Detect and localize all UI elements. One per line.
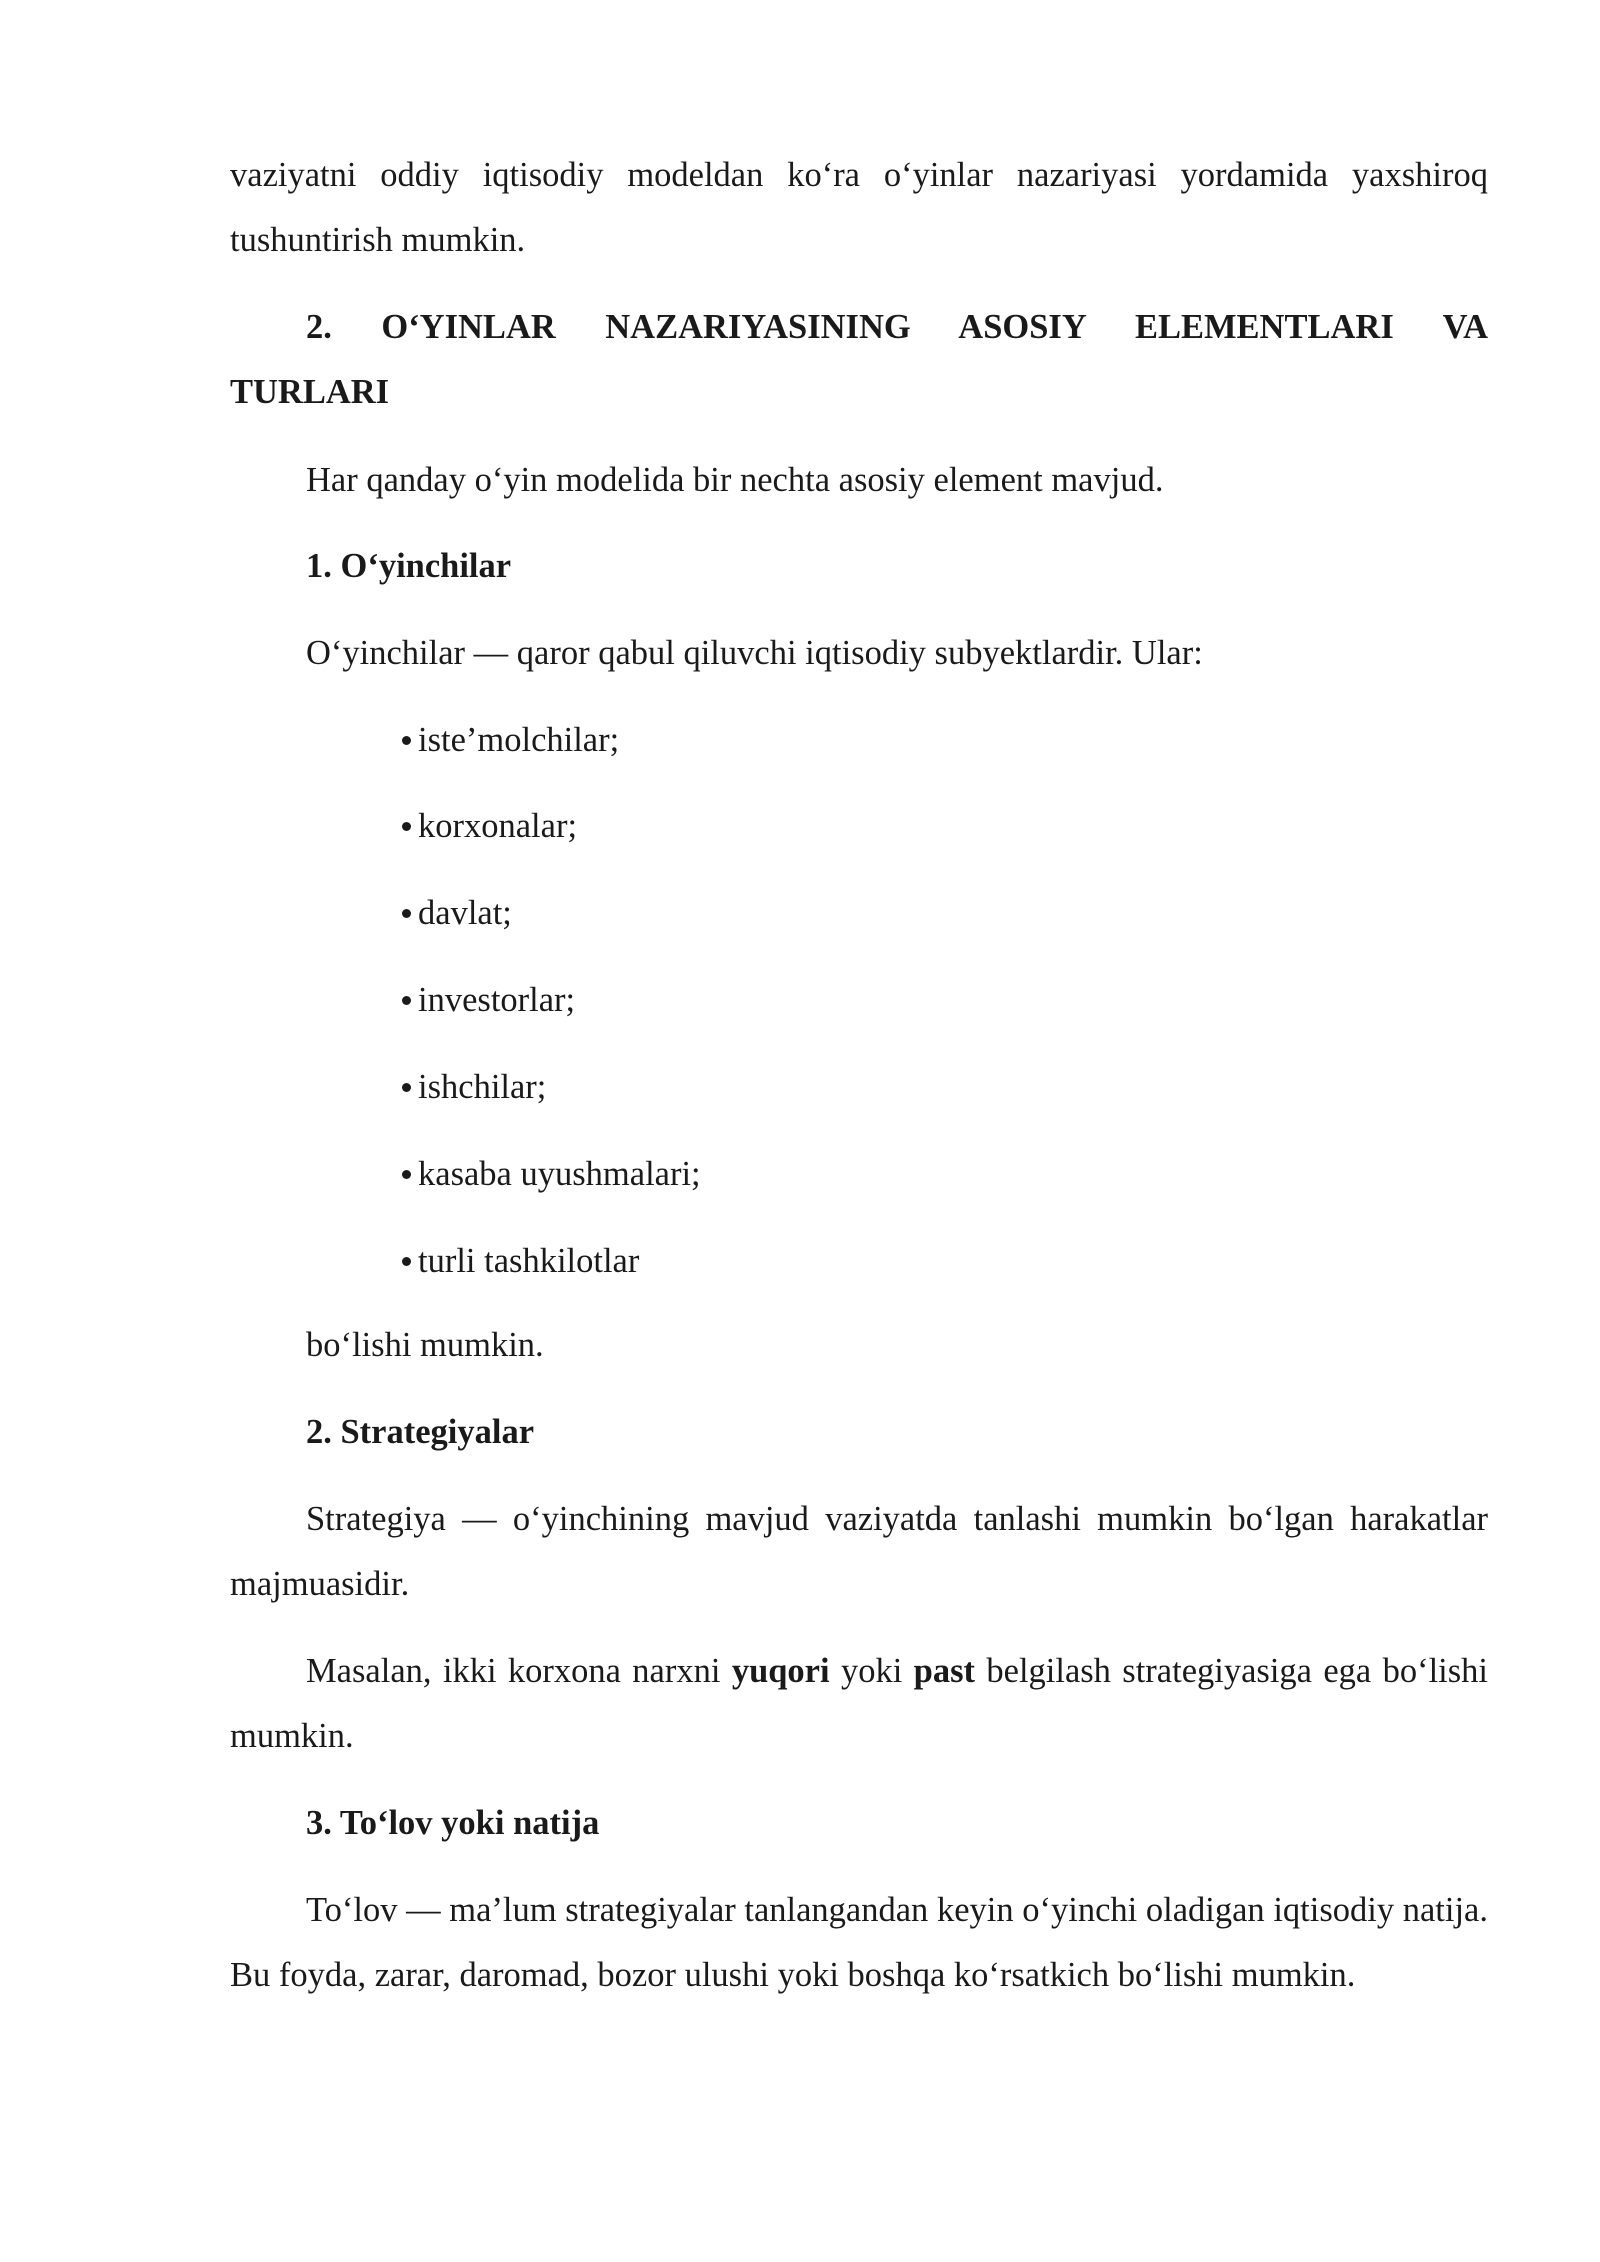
bold-term-low: past <box>913 1652 976 1690</box>
players-heading: 1. O‘yinchilar <box>306 547 512 585</box>
players-closing: bo‘lishi mumkin. <box>306 1326 544 1364</box>
list-item: turli tashkilotlar <box>402 1241 639 1281</box>
strategies-definition: Strategiya — o‘yinchining mavjud vaziyatda tanlashi mumkin bo‘lgan harakatlar majmuasidir. <box>230 1500 1488 1603</box>
list-item: davlat; <box>402 893 512 933</box>
bullet-icon <box>402 736 411 745</box>
strategies-heading: 2. Strategiyalar <box>306 1413 535 1451</box>
bullet-icon <box>402 1170 411 1179</box>
list-item: iste’molchilar; <box>402 720 619 760</box>
payoff-heading: 3. To‘lov yoki natija <box>306 1804 600 1842</box>
payoff-definition: To‘lov — ma’lum strategiyalar tanlangandan keyin o‘yinchi oladigan iqtisodiy natija. Bu foyda, zarar, daromad, bozor ulushi yoki boshqa ko‘rsatkich bo‘lishi mumkin. <box>230 1891 1488 1994</box>
players-definition: O‘yinchilar — qaror qabul qiluvchi iqtisodiy subyektlardir. Ular: <box>306 634 1203 672</box>
list-item: korxonalar; <box>402 806 577 846</box>
bullet-icon <box>402 822 411 831</box>
bullet-icon <box>402 1083 411 1092</box>
list-item: kasaba uyushmalari; <box>402 1154 701 1194</box>
bold-term-high: yuqori <box>731 1652 830 1690</box>
bullet-icon <box>402 996 411 1005</box>
list-item: ishchilar; <box>402 1067 546 1107</box>
section-heading: 2. O‘YINLAR NAZARIYASINING ASOSIY ELEMENTLARI VA TURLARI <box>230 308 1488 411</box>
list-item: investorlar; <box>402 980 575 1020</box>
elements-intro: Har qanday o‘yin modelida bir nechta asosiy element mavjud. <box>306 461 1164 499</box>
bullet-icon <box>402 1257 411 1266</box>
strategies-example: Masalan, ikki korxona narxni yuqori yoki past belgilash strategiyasiga ega bo‘lishi mumkin. <box>230 1652 1488 1755</box>
bullet-icon <box>402 909 411 918</box>
intro-paragraph: vaziyatni oddiy iqtisodiy modeldan ko‘ra o‘yinlar nazariyasi yordamida yaxshiroq tushuntirish mumkin. <box>230 156 1488 259</box>
